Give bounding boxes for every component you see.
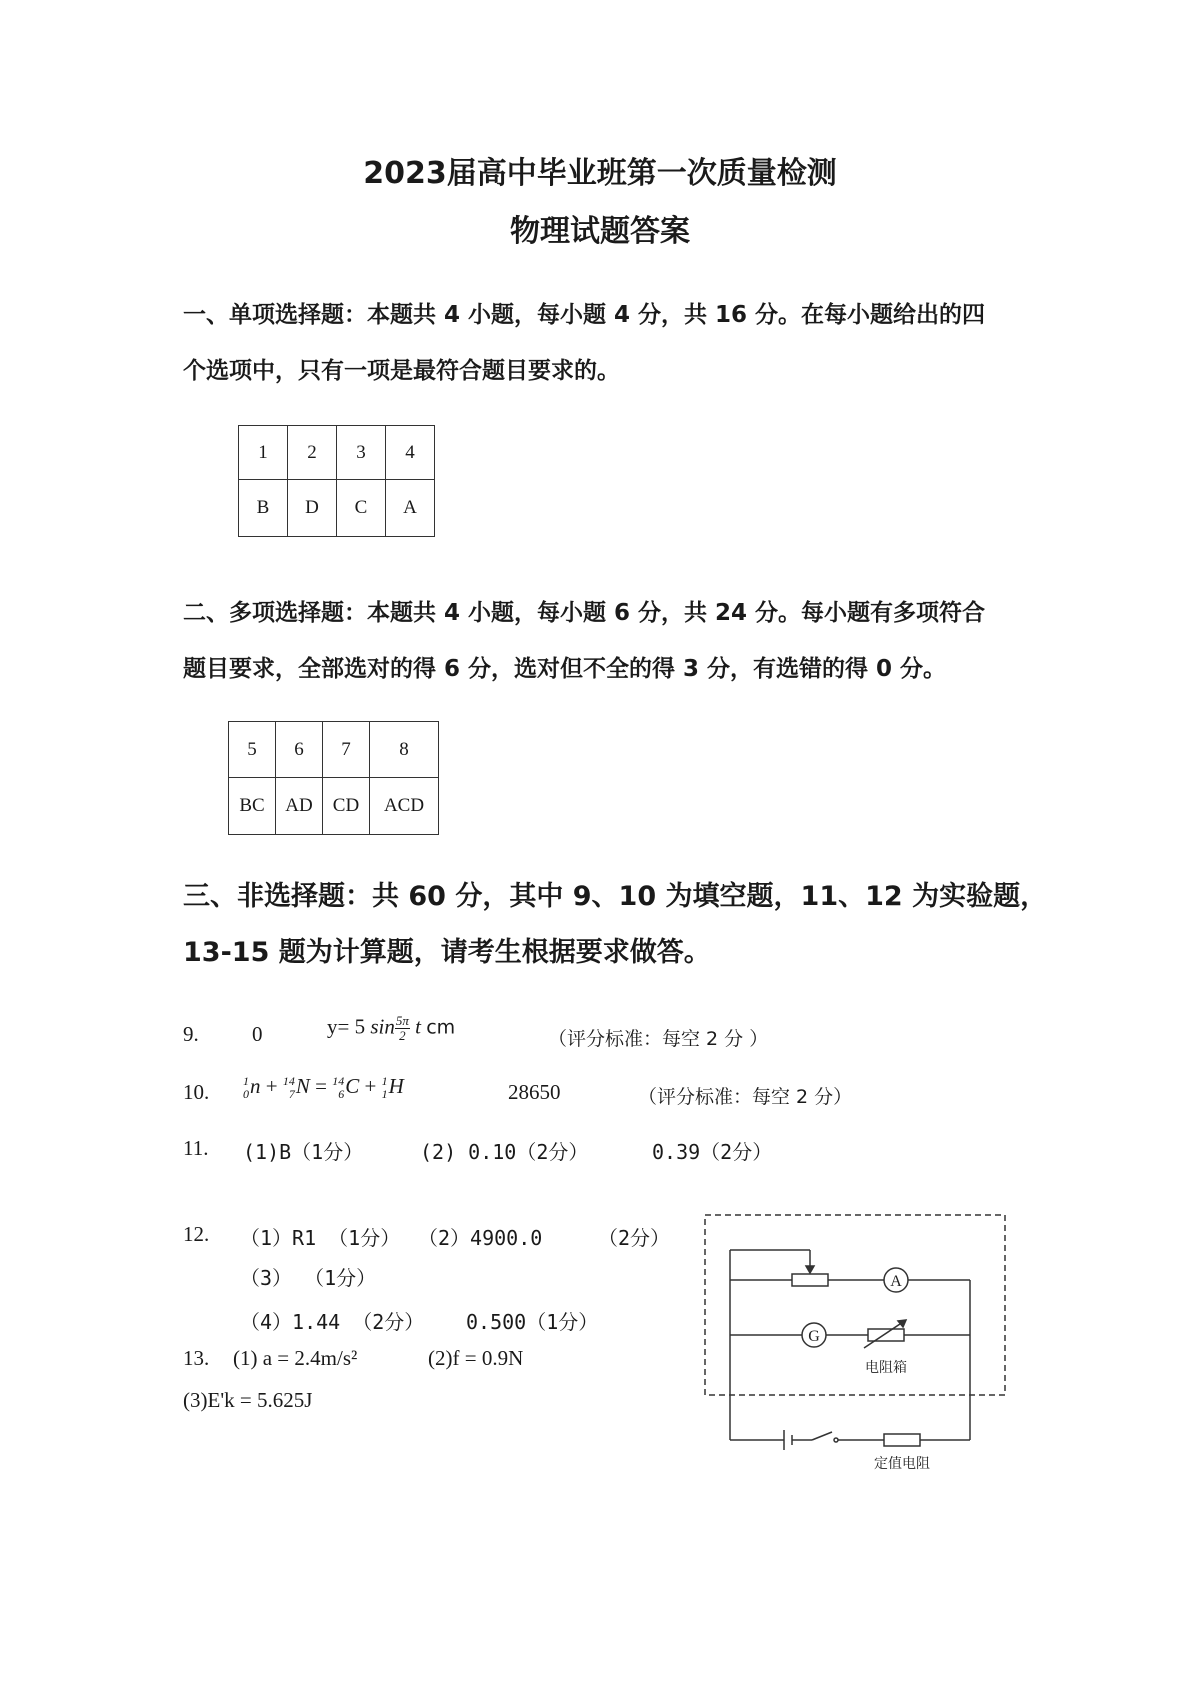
q12-answer3: （3） （1分） (240, 1266, 377, 1290)
table-cell: D (288, 480, 337, 537)
q10-C-iso (332, 1075, 344, 1101)
table-cell: 6 (276, 722, 323, 778)
q12-answer5: 0.500（1分） (466, 1310, 599, 1334)
q12-number: 12. (183, 1222, 210, 1246)
table-cell: ACD (370, 778, 439, 835)
q9-eq-unit: cm (426, 1016, 456, 1039)
q11-number: 11. (183, 1136, 209, 1160)
table-cell: 3 (337, 426, 386, 480)
q13-number: 13. (183, 1346, 210, 1370)
q10-N-iso (283, 1075, 295, 1101)
q10-answer2: 28650 (508, 1080, 561, 1104)
table-row (239, 480, 435, 537)
section2-heading: 二、多项选择题： (183, 600, 367, 626)
q9-answer1: 0 (252, 1022, 263, 1046)
q9-eq-var: t (415, 1014, 421, 1039)
section1-heading: 一、单项选择题： (183, 302, 367, 328)
q10-plus2: + (364, 1074, 377, 1098)
table-row (229, 722, 439, 778)
q12-answer2-score: （2分） (598, 1226, 671, 1250)
iso-charge: 6 (338, 1087, 345, 1102)
q10-C: C (345, 1074, 360, 1098)
q10-number: 10. (183, 1080, 210, 1104)
section2-line1 (183, 594, 985, 627)
q9-equation (327, 1014, 455, 1043)
table-cell: BC (229, 778, 276, 835)
q10-eq: = (315, 1074, 327, 1098)
q9-frac-num: 5π (395, 1013, 409, 1028)
galvanometer-label: G (808, 1328, 820, 1345)
q10-n-iso (243, 1075, 249, 1101)
section3-line2: 13-15 题为计算题，请考生根据要求做答。 (183, 937, 711, 968)
table-cell: 5 (229, 722, 276, 778)
iso-charge: 1 (381, 1087, 388, 1102)
section2-answer-table (228, 721, 439, 835)
q13-answer2: (2)f = 0.9N (428, 1346, 524, 1370)
section1-text1: 本题共 4 小题，每小题 4 分，共 16 分。在每小题给出的四 (367, 302, 986, 328)
section1-line1 (183, 296, 985, 329)
table-cell: 1 (239, 426, 288, 480)
iso-mass: 14 (282, 1074, 295, 1089)
q10-H: H (388, 1074, 404, 1098)
q9-fraction (395, 1014, 410, 1043)
q12-answer2: （2）4900.0 (418, 1226, 543, 1250)
table-cell: AD (276, 778, 323, 835)
q10-note: （评分标准：每空 2 分） (638, 1086, 853, 1108)
table-cell: 4 (386, 426, 435, 480)
iso-mass: 1 (381, 1074, 388, 1089)
page-subtitle: 物理试题答案 (510, 214, 690, 249)
table-cell: CD (323, 778, 370, 835)
section2-text2: 题目要求，全部选对的得 6 分，选对但不全的得 3 分，有选错的得 0 分。 (183, 656, 947, 682)
iso-mass: 1 (243, 1074, 249, 1089)
table-cell: 8 (370, 722, 439, 778)
q13-answer3: (3)E'k = 5.625J (183, 1388, 313, 1412)
page-title: 2023届高中毕业班第一次质量检测 (363, 156, 837, 191)
q9-eq-func: sin (370, 1014, 395, 1039)
table-cell: A (386, 480, 435, 537)
iso-charge: 7 (288, 1087, 295, 1102)
table-cell: B (239, 480, 288, 537)
fixed-resistor-label: 定值电阻 (874, 1456, 930, 1470)
iso-mass: 14 (332, 1074, 345, 1089)
table-cell: C (337, 480, 386, 537)
q10-N: N (295, 1074, 310, 1098)
section2-text1: 本题共 4 小题，每小题 6 分，共 24 分。每小题有多项符合 (367, 600, 986, 626)
table-row (239, 426, 435, 480)
q10-plus1: + (265, 1074, 278, 1098)
q11-answer2: (2) 0.10（2分） (420, 1140, 589, 1164)
resistance-box-label: 电阻箱 (865, 1360, 907, 1376)
resistance-box (868, 1329, 904, 1341)
dashed-box (705, 1215, 1005, 1395)
q9-eq-prefix: y= 5 (327, 1014, 366, 1039)
iso-charge: 0 (243, 1087, 249, 1102)
variable-arrow-icon (898, 1320, 906, 1327)
ammeter-label: A (890, 1273, 902, 1290)
q10-n: n (250, 1074, 261, 1098)
section1-text2: 个选项中，只有一项是最符合题目要求的。 (183, 358, 620, 384)
circuit-diagram (700, 1210, 1020, 1470)
q12-answer4: （4）1.44 （2分） (240, 1310, 425, 1334)
table-cell: 2 (288, 426, 337, 480)
section3-line1: 三、非选择题：共 60 分，其中 9、10 为填空题，11、12 为实验题， (183, 881, 1048, 912)
table-cell: 7 (323, 722, 370, 778)
q10-equation (243, 1074, 404, 1101)
switch-lever (812, 1432, 832, 1440)
q11-answer1: (1)B（1分） (243, 1140, 364, 1164)
fixed-resistor (884, 1434, 920, 1446)
q12-answer1: （1）R1 （1分） (240, 1226, 401, 1250)
q9-note: （评分标准：每空 2 分 ） (548, 1028, 769, 1050)
q9-number: 9. (183, 1022, 199, 1046)
table-row (229, 778, 439, 835)
q11-answer3: 0.39（2分） (652, 1140, 773, 1164)
slider-arrow-icon (806, 1266, 814, 1273)
rheostat (792, 1274, 828, 1286)
section1-answer-table (238, 425, 435, 537)
switch-contact (834, 1438, 838, 1442)
q9-frac-den: 2 (399, 1028, 406, 1043)
q13-answer1: (1) a = 2.4m/s² (233, 1346, 358, 1370)
q10-H-iso (382, 1075, 388, 1101)
